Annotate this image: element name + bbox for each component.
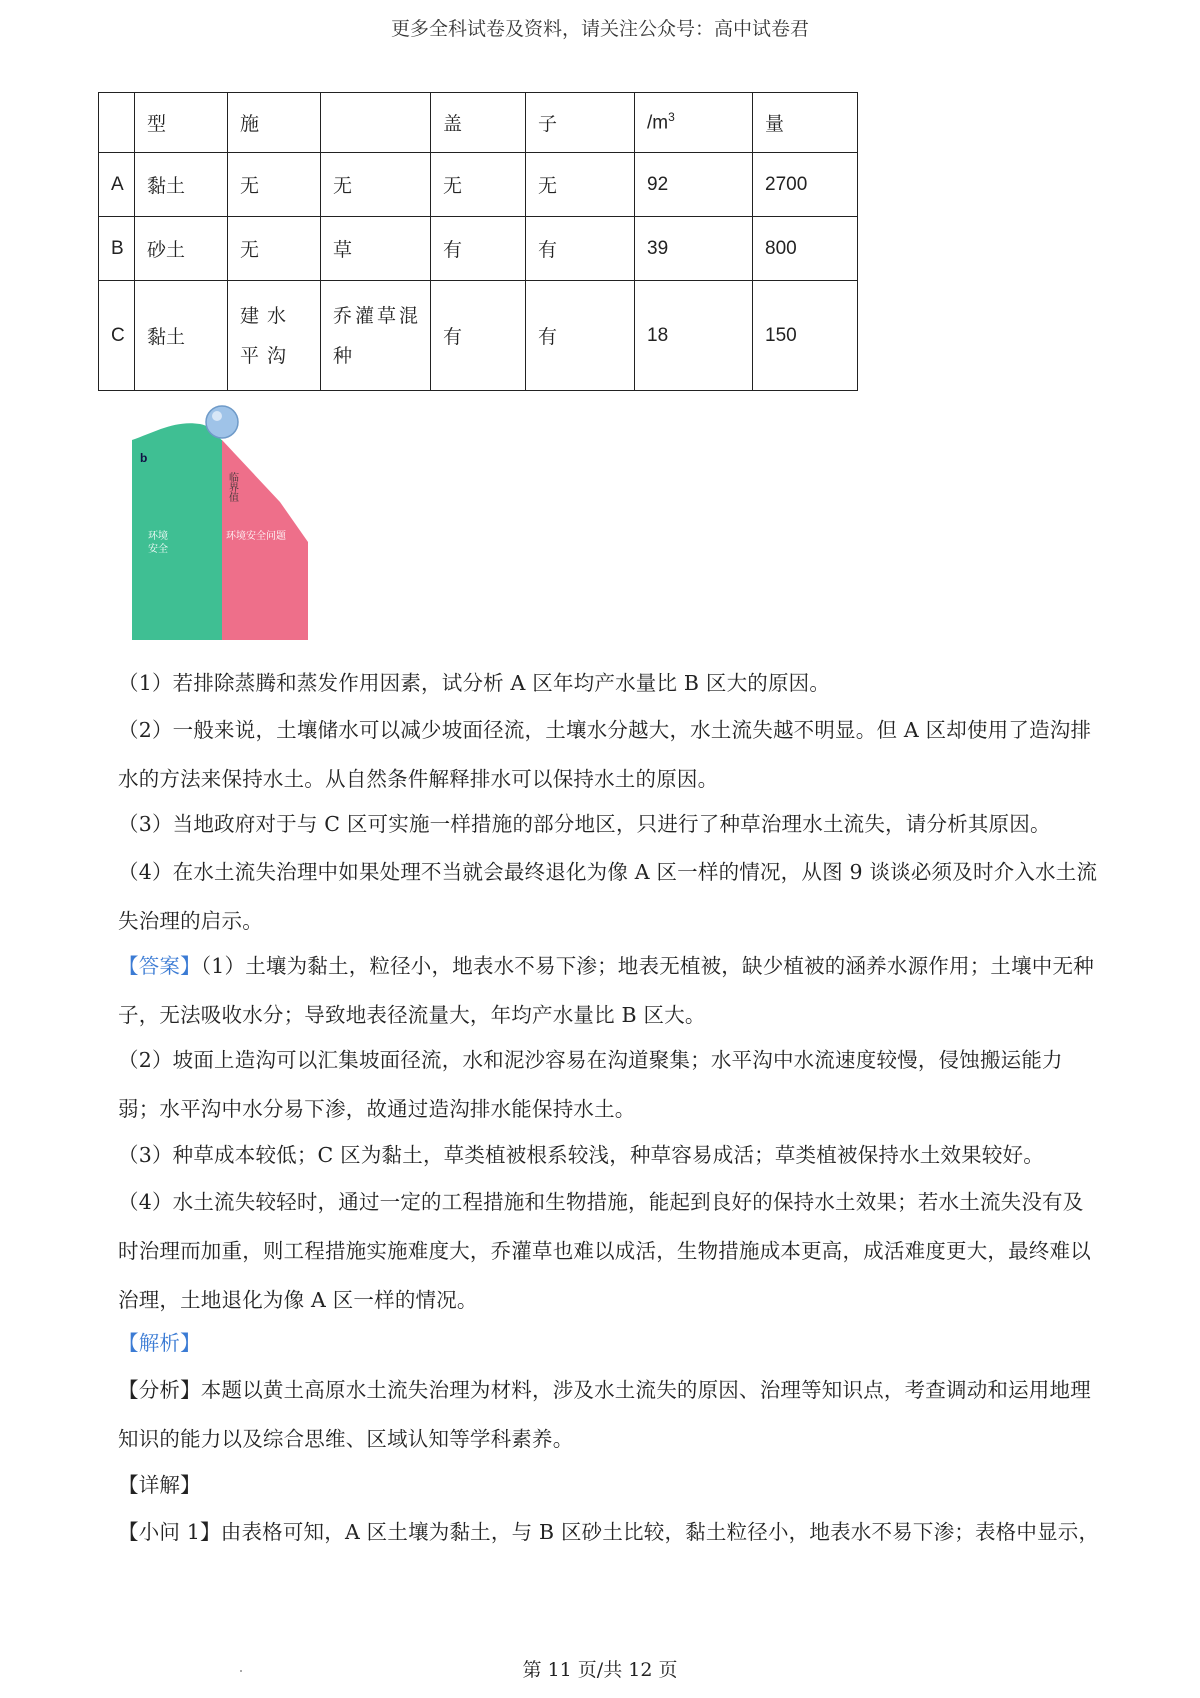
risk-zone-label: 环境安全问题 bbox=[226, 531, 286, 542]
question-3: （3）当地政府对于与 C 区可实施一样措施的部分地区，只进行了种草治理水土流失，请分析其原因。 bbox=[118, 812, 1051, 836]
table-cell: 子 bbox=[526, 93, 635, 153]
table-cell bbox=[321, 93, 431, 153]
right-label-box bbox=[226, 530, 306, 570]
answer-2: （2）坡面上造沟可以汇集坡面径流，水和泥沙容易在沟道聚集；水平沟中水流速度较慢，侵蚀搬运能力弱；水平沟中水分易下渗，故通过造沟排水能保持水土。 bbox=[118, 1048, 1063, 1121]
table-cell: 有 bbox=[526, 281, 635, 391]
table-cell: 无 bbox=[526, 153, 635, 217]
question-2: （2）一般来说，土壤储水可以减少坡面径流，土壤水分越大，水土流失越不明显。但 A 区却使用了造沟排水的方法来保持水土。从自然条件解释排水可以保持水土的原因。 bbox=[118, 718, 1092, 791]
table-cell: 型 bbox=[135, 93, 228, 153]
answer-4: （4）水土流失较轻时，通过一定的工程措施和生物措施，能起到良好的保持水土效果；若水土流失没有及时治理而加重，则工程措施实施难度大，乔灌草也难以成活，生物措施成本更高，成活难度更大，最终难以治理，土地退化为像 A 区一样的情况。 bbox=[118, 1190, 1091, 1312]
subquestion-1-text: 【小问 1】由表格可知，A 区土壤为黏土，与 B 区砂土比较，黏土粒径小，地表水不易下渗；表格中显示， bbox=[118, 1520, 1100, 1544]
table-header-row bbox=[99, 93, 858, 153]
answer-1-text: （1）土壤为黏土，粒径小，地表水不易下渗；地表无植被，缺少植被的涵养水源作用；土壤中无种子，无法吸收水分；导致地表径流量大，年均产水量比 B 区大。 bbox=[118, 954, 1094, 1027]
table-cell: 盖 bbox=[431, 93, 526, 153]
table-cell: 无 bbox=[431, 153, 526, 217]
table-cell bbox=[99, 93, 135, 153]
table-row bbox=[99, 217, 858, 281]
table-cell: 黏土 bbox=[135, 281, 228, 391]
table-row bbox=[99, 153, 858, 217]
table-cell: 18 bbox=[635, 281, 753, 391]
table-cell: 建水平沟 bbox=[228, 281, 321, 391]
table-cell: 无 bbox=[228, 153, 321, 217]
question-1: （1）若排除蒸腾和蒸发作用因素，试分析 A 区年均产水量比 B 区大的原因。 bbox=[118, 671, 831, 695]
table-row bbox=[99, 281, 858, 391]
page-header: 更多全科试卷及资料，请关注公众号：高中试卷君 bbox=[390, 18, 809, 40]
ball-highlight bbox=[212, 411, 222, 421]
table-cell: 有 bbox=[431, 217, 526, 281]
answer-1 bbox=[118, 942, 1103, 1040]
table-cell: 92 bbox=[635, 153, 753, 217]
answer-3: （3）种草成本较低；C 区为黏土，草类植被根系较浅，种草容易成活；草类植被保持水土效果较好。 bbox=[118, 1143, 1044, 1167]
table-cell: 砂土 bbox=[135, 217, 228, 281]
table-cell: 2700 bbox=[753, 153, 858, 217]
table-cell: C bbox=[99, 281, 135, 391]
question-4: （4）在水土流失治理中如果处理不当就会最终退化为像 A 区一样的情况，从图 9 谈谈必须及时介入水土流失治理的启示。 bbox=[118, 860, 1098, 933]
table-cell: 39 bbox=[635, 217, 753, 281]
data-table bbox=[98, 92, 858, 391]
table-cell: 无 bbox=[228, 217, 321, 281]
left-label-box bbox=[148, 530, 208, 570]
table-cell: 有 bbox=[431, 281, 526, 391]
table-cell: 乔灌草混种 bbox=[321, 281, 431, 391]
table-cell: 黏土 bbox=[135, 153, 228, 217]
detail-heading: 【详解】 bbox=[118, 1473, 201, 1497]
table-cell: 150 bbox=[753, 281, 858, 391]
table-cell: 无 bbox=[321, 153, 431, 217]
table-cell: B bbox=[99, 217, 135, 281]
table-cell: 有 bbox=[526, 217, 635, 281]
page-footer: 第 11 页/共 12 页 bbox=[522, 1659, 678, 1681]
table-cell: 草 bbox=[321, 217, 431, 281]
analysis-text: 【分析】本题以黄土高原水土流失治理为材料，涉及水土流失的原因、治理等知识点，考查调动和运用地理知识的能力以及综合思维、区域认知等学科素养。 bbox=[118, 1378, 1091, 1451]
table-cell: 施 bbox=[228, 93, 321, 153]
table-cell: 800 bbox=[753, 217, 858, 281]
safe-zone-label: 环境安全 bbox=[148, 531, 168, 555]
table-cell: A bbox=[99, 153, 135, 217]
answer-tag: 【答案】 bbox=[118, 954, 201, 978]
table-cell: 量 bbox=[753, 93, 858, 153]
environment-safety-diagram bbox=[130, 402, 330, 642]
ball-icon bbox=[206, 406, 238, 438]
threshold-label: 临界值 bbox=[226, 472, 238, 502]
table-cell: $/m^3$ bbox=[635, 93, 753, 153]
diagram-label-b: b bbox=[140, 451, 148, 465]
analysis-heading: 【解析】 bbox=[118, 1331, 201, 1355]
